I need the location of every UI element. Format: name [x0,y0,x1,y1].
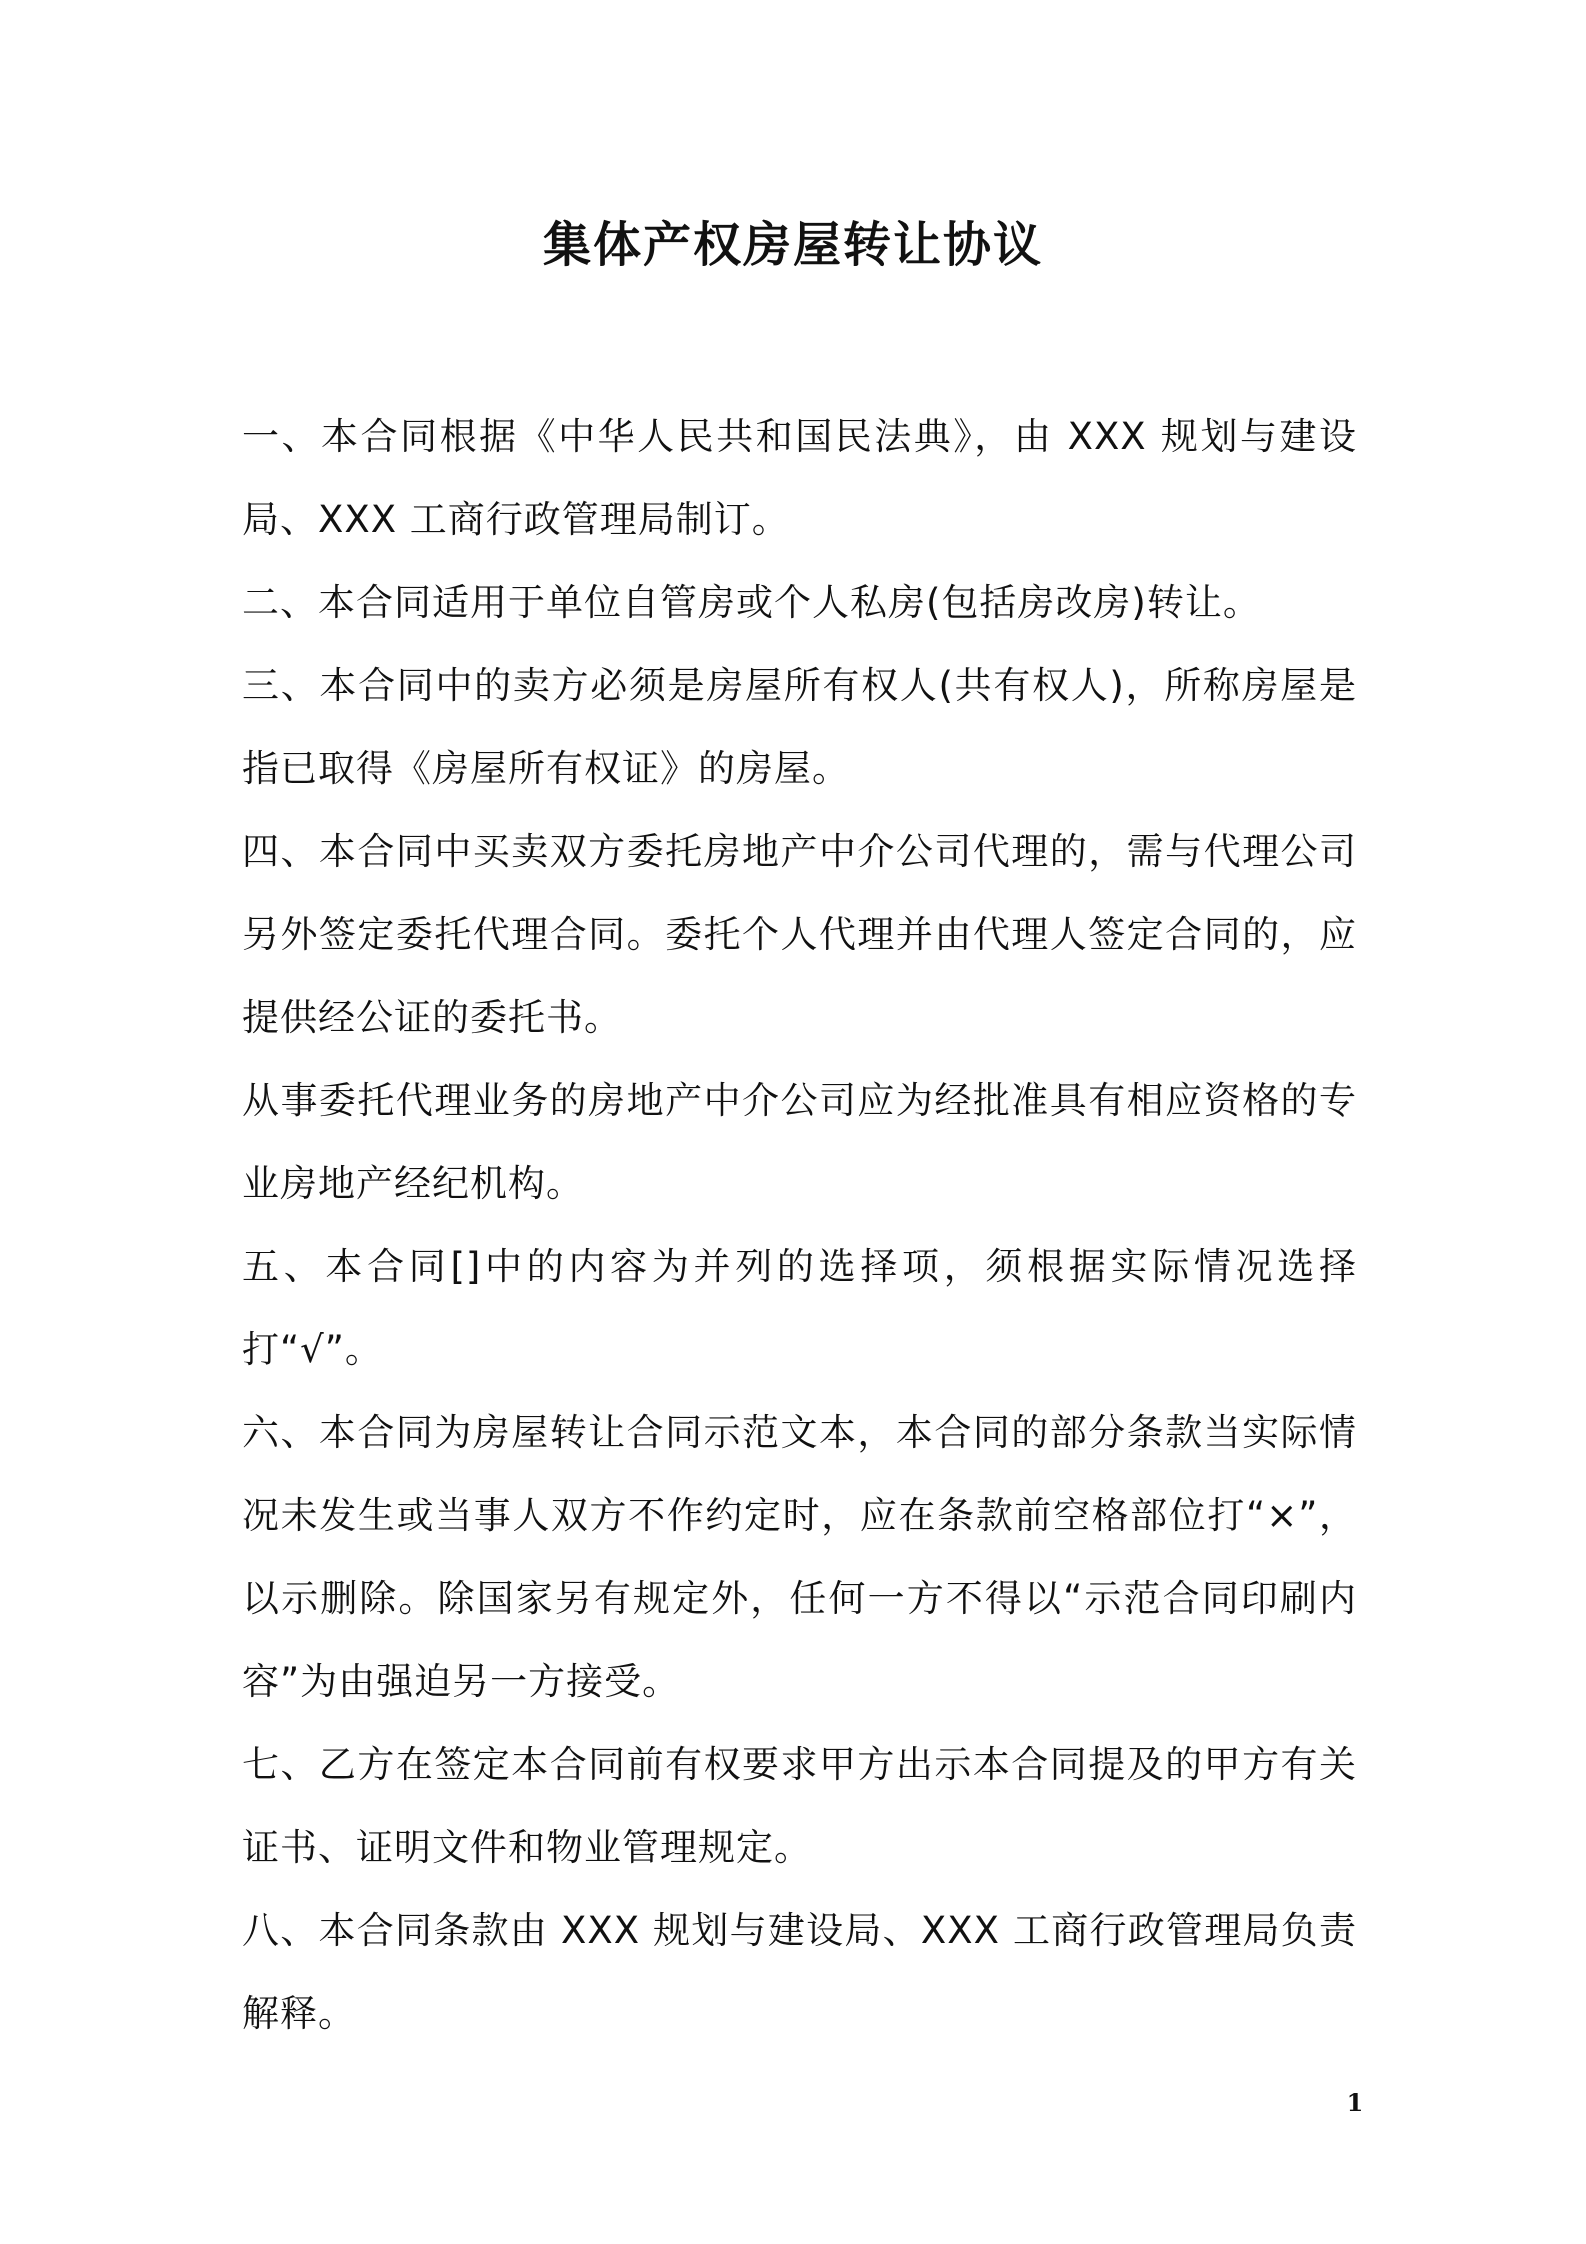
paragraph-3: 三、本合同中的卖方必须是房屋所有权人(共有权人)，所称房屋是指已取得《房屋所有权证》的房屋。 [242,664,1357,790]
document-body [242,395,1357,2055]
paragraph-7: 七、乙方在签定本合同前有权要求甲方出示本合同提及的甲方有关证书、证明文件和物业管理规定。 [242,1743,1357,1869]
paragraph-5: 五、本合同[]中的内容为并列的选择项，须根据实际情况选择打“√”。 [242,1245,1357,1371]
paragraph-6: 六、本合同为房屋转让合同示范文本，本合同的部分条款当实际情况未发生或当事人双方不作约定时，应在条款前空格部位打“×”，以示删除。除国家另有规定外，任何一方不得以“示范合同印刷内容”为由强迫另一方接受。 [242,1411,1357,1703]
paragraph-1: 一、本合同根据《中华人民共和国民法典》，由 XXX 规划与建设局、XXX 工商行政管理局制订。 [242,415,1357,541]
paragraph-8: 八、本合同条款由 XXX 规划与建设局、XXX 工商行政管理局负责解释。 [242,1909,1357,2035]
paragraph-4-continued: 从事委托代理业务的房地产中介公司应为经批准具有相应资格的专业房地产经纪机构。 [242,1079,1357,1205]
paragraph-4: 四、本合同中买卖双方委托房地产中介公司代理的，需与代理公司另外签定委托代理合同。委托个人代理并由代理人签定合同的，应提供经公证的委托书。 [242,830,1357,1039]
document-title: 集体产权房屋转让协议 [542,217,1043,273]
page-number: 1 [1346,2088,1364,2117]
paragraph-2: 二、本合同适用于单位自管房或个人私房(包括房改房)转让。 [242,581,1261,624]
